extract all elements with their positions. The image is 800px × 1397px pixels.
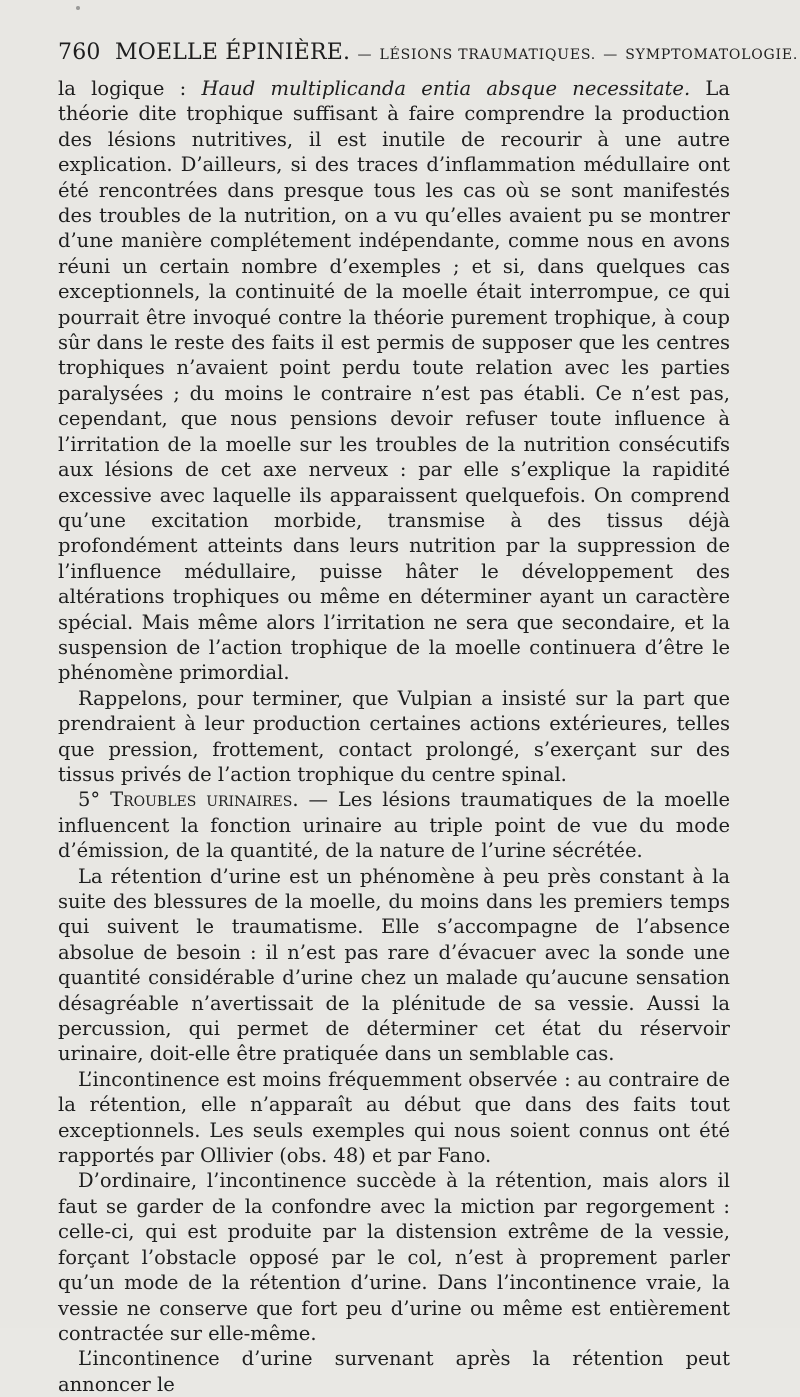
- paragraph-text: la logique :: [58, 77, 202, 100]
- paragraph: La rétention d’urine est un phénomène à peu près constant à la suite des blessures de la moelle, du moins dans les premiers temps qui suivent le traumatisme. Elle s’accompagne de l’absence absolue de besoin : il n’est pas rare d’évacuer avec la sonde une quantité considérable d’urine chez un malade qu’aucune sensation désagréable n’avertissait de la plénitude de sa vessie. Aussi la percussion, qui permet de déterminer cet état du réservoir urinaire, doit-elle être pratiquée dans un semblable cas.: [58, 864, 730, 1066]
- section-paragraph: [58, 787, 730, 863]
- header-title: MOELLE ÉPINIÈRE.: [114, 40, 351, 65]
- section-heading: Troubles urinaires.: [110, 788, 299, 812]
- paragraph: Rappelons, pour terminer, que Vulpian a insisté sur la part que prendraient à leur production certaines actions extérieures, telles que pression, frottement, contact prolongé, s’exerçant sur des tissus privés de l’action trophique du centre spinal.: [58, 686, 730, 786]
- paragraph: L’incontinence d’urine survenant après la rétention peut annoncer le: [58, 1347, 730, 1396]
- running-header: [58, 40, 799, 65]
- body-text: [58, 76, 730, 1397]
- paper-speck: [76, 6, 80, 10]
- paragraph-text: La théorie dite trophique suffisant à faire comprendre la production des lésions nutritives, il est inutile de recourir à une autre explication. D’ailleurs, si des traces d’inflammation médullaire ont été rencontrées dans presque tous les cas où se sont manifestés des troubles de la nutrition, on a vu qu’elles avaient pu se montrer d’une manière complétement indépendante, comme nous en avons réuni un certain nombre d’exemples ; et si, dans quelques cas exceptionnels, la continuité de la moelle était interrompue, ce qui pourrait être invoqué contre la théorie purement trophique, à coup sûr dans le reste des faits il est permis de supposer que les centres trophiques n’avaient point perdu toute relation avec les parties paralysées ; du moins le contraire n’est pas établi. Ce n’est pas, cependant, que nous pensions devoir refuser toute influence à l’irritation de la moelle sur les troubles de la nutrition consécutifs aux lésions de cet axe nerveux : par elle s’explique la rapidité excessive avec laquelle ils apparaissent quelquefois. On comprend qu’une excitation morbide, transmise à des tissus déjà profondément atteints dans leurs nutrition par la suppression de l’influence médullaire, puisse hâter le développement des altérations trophiques ou même en déterminer ayant un caractère spécial. Mais même alors l’irritation ne sera que secondaire, et la suspension de l’action trophique de la moelle continuera d’être le phénomène primordial.: [58, 77, 730, 685]
- header-dash: —: [357, 47, 373, 63]
- header-section: LÉSIONS TRAUMATIQUES.: [379, 47, 597, 63]
- header-dash: —: [603, 47, 619, 63]
- header-subsection: SYMPTOMATOLOGIE.: [625, 47, 799, 63]
- paragraph-text: Les lésions traumatiques de la moelle influencent la fonction urinaire au triple point de vue du mode d’émission, de la quantité, de la nature de l’urine sécrétée.: [58, 788, 731, 863]
- paragraph: [58, 76, 730, 686]
- section-dash: —: [298, 788, 338, 812]
- section-number: 5°: [78, 788, 101, 812]
- latin-quote: Haud multiplicanda entia absque necessitate.: [201, 77, 691, 100]
- paragraph: D’ordinaire, l’incontinence succède à la rétention, mais alors il faut se garder de la confondre avec la miction par regorgement : celle-ci, qui est produite par la distension extrême de la vessie, forçant l’obstacle opposé par le col, n’est à proprement parler qu’un mode de la rétention d’urine. Dans l’incontinence vraie, la vessie ne conserve que fort peu d’urine ou même est entièrement contractée sur elle-même.: [58, 1169, 730, 1345]
- paragraph: L’incontinence est moins fréquemment observée : au contraire de la rétention, elle n’apparaît au début que dans des faits tout exceptionnels. Les seuls exemples qui nous soient connus ont été rapportés par Ollivier (obs. 48) et par Fano.: [58, 1067, 730, 1168]
- page-number: 760: [58, 40, 101, 65]
